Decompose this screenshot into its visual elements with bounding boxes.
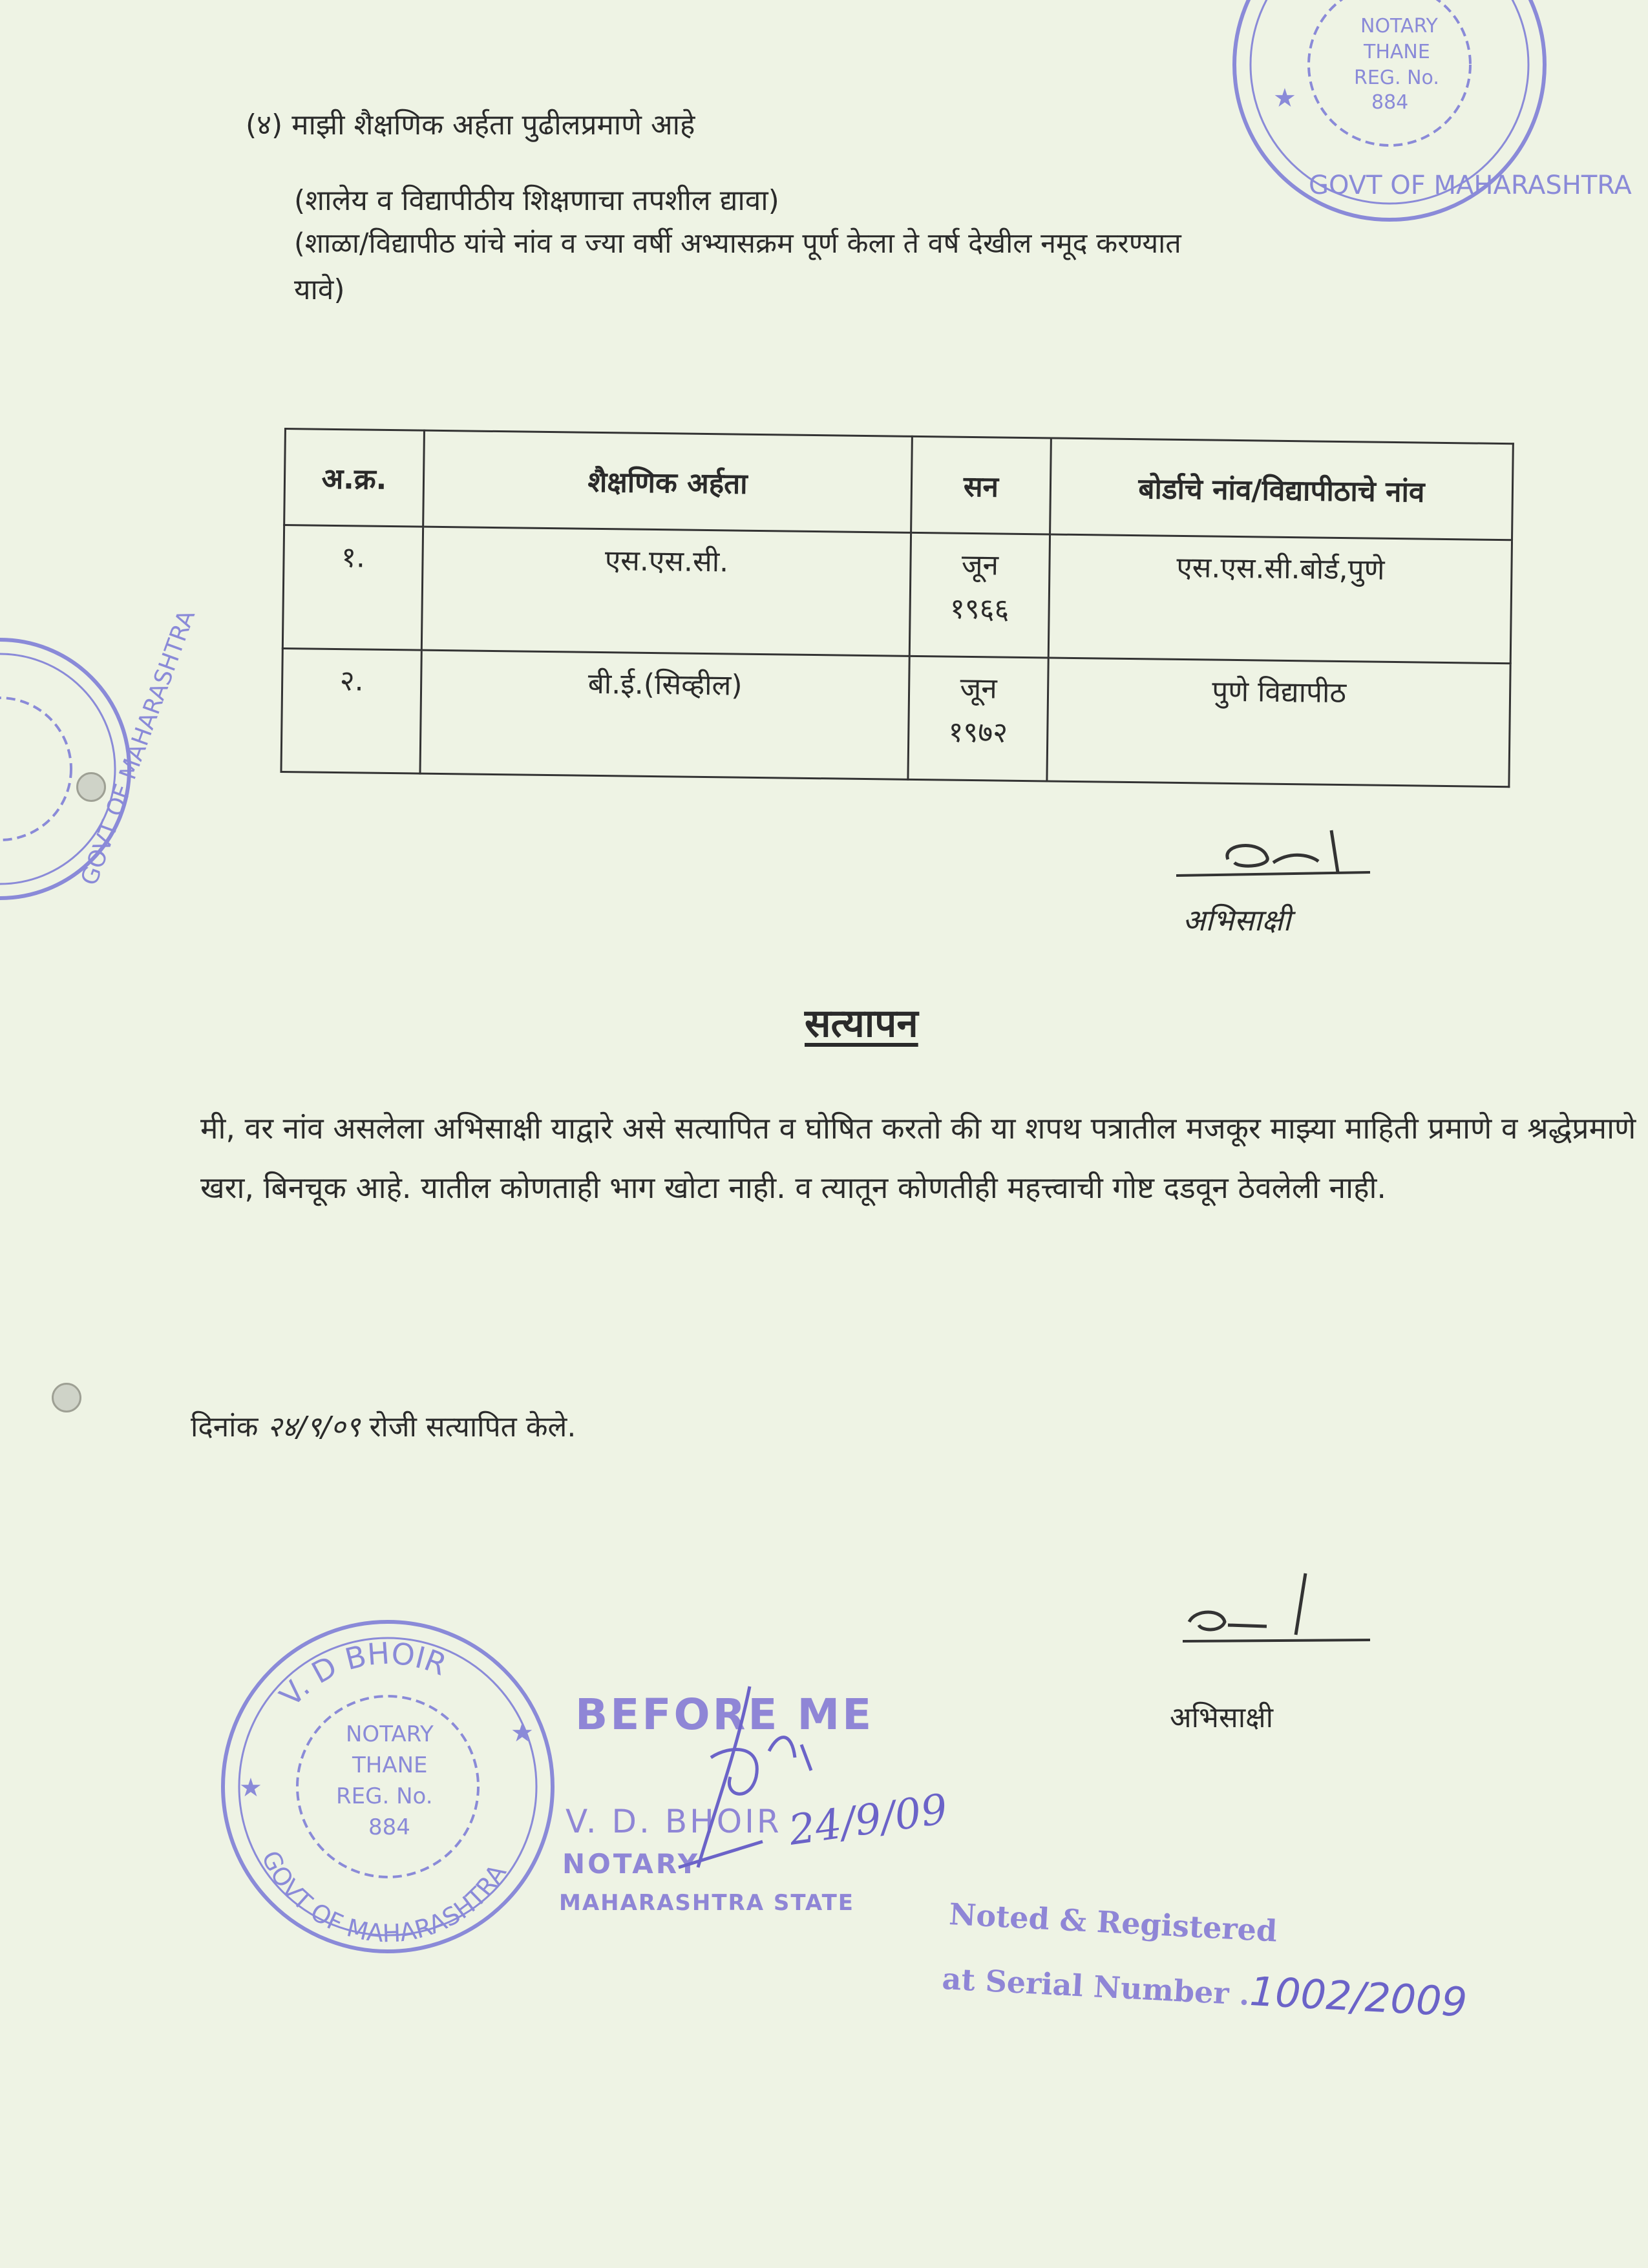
cell-board: एस.एस.सी.बोर्ड,पुणे — [1048, 534, 1512, 664]
serial-number-prefix: at Serial Number . — [941, 1960, 1251, 2012]
qualification-table — [280, 428, 1514, 788]
table-header-row — [284, 429, 1514, 540]
intro-line-3: (शाळा/विद्यापीठ यांचे नांव व ज्या वर्षी अभ्यासक्रम पूर्ण केला ते वर्ष देखील नमूद करण्यात — [294, 227, 1181, 260]
cell-year-month: जून — [960, 671, 997, 706]
header-year: सन — [911, 436, 1051, 534]
stamp-tr-star: ★ — [1273, 83, 1296, 113]
stamp-reg: REG. No. — [336, 1783, 433, 1809]
notary-round-stamp — [213, 1612, 562, 1961]
table-row — [282, 525, 1512, 664]
stamp-number: 884 — [368, 1814, 410, 1840]
intro-line-4: यावे) — [294, 273, 345, 306]
cell-serial: २. — [281, 648, 421, 773]
intro-line-1: (४) माझी शैक्षणिक अर्हता पुढीलप्रमाणे आहे — [246, 109, 695, 142]
stamp-left-govt: GOVT OF MAHARASHTRA — [76, 606, 201, 889]
cell-board: पुणे विद्यापीठ — [1047, 658, 1510, 787]
punch-hole-bottom — [52, 1383, 81, 1412]
table-row — [281, 648, 1510, 786]
stamp-tr-reg: REG. No. — [1354, 67, 1439, 89]
notary-state: MAHARASHTRA STATE — [559, 1890, 855, 1916]
header-qualification: शैक्षणिक अर्हता — [423, 430, 913, 532]
notary-stamp-top-right — [1202, 0, 1632, 233]
stamp-notary: NOTARY — [346, 1721, 434, 1747]
header-board: बोर्डाचे नांव/विद्यापीठाचे नांव — [1050, 438, 1514, 540]
serial-number-value: 1002/2009 — [1248, 1967, 1468, 2026]
date-suffix: रोजी सत्यापित केले. — [369, 1411, 576, 1444]
cell-qualification: बी.ई.(सिव्हील) — [420, 650, 909, 779]
stamp-arc-name: V. D BHOIR — [273, 1635, 452, 1714]
stamp-tr-govt: GOVT OF MAHARASHTRA — [1309, 171, 1632, 200]
verification-date-line — [191, 1409, 576, 1445]
header-serial: अ.क्र. — [284, 429, 425, 527]
cell-year-number: १९६६ — [949, 592, 1009, 626]
cell-serial: १. — [282, 525, 423, 651]
stamp-tr-number: 884 — [1371, 91, 1409, 114]
notary-signature — [672, 1674, 969, 1887]
cell-year-month: जून — [961, 548, 999, 582]
cell-year-number: १९७२ — [948, 715, 1008, 750]
deponent-label-handwritten: अभिसाक्षी — [1183, 903, 1291, 938]
stamp-tr-thane: THANE — [1364, 41, 1430, 63]
notary-title: NOTARY — [562, 1848, 701, 1880]
noted-registered: Noted & Registered — [948, 1896, 1278, 1949]
serial-number-line — [941, 1951, 1468, 2026]
before-me-stamp: BEFORE ME — [575, 1690, 874, 1739]
verification-paragraph: मी, वर नांव असलेला अभिसाक्षी याद्वारे असे सत्यापित व घोषित करतो की या शपथ पत्रातील मजकूर माझ्या माहिती प्रमाणे व श्रद्धेप्रमाणे खरा, बिनचूक आहे. यातील कोणताही भाग खोटा नाही. व त्यातून कोणतीही महत्त्वाची गोष्ट दडवून ठेवलेली नाही. — [200, 1111, 1636, 1205]
cell-year — [909, 532, 1050, 658]
stamp-tr-notary: NOTARY — [1360, 15, 1438, 37]
deponent-label: अभिसाक्षी — [1170, 1701, 1274, 1734]
cell-year — [908, 656, 1048, 781]
notary-handwritten-date: 24/9/09 — [786, 1785, 951, 1855]
stamp-arc-govt: GOVT OF MAHARASHTRA — [256, 1846, 512, 1948]
deponent-signature-1 — [1163, 811, 1396, 888]
deponent-signature-2 — [1170, 1560, 1383, 1651]
verification-heading: सत्यापन — [805, 1001, 918, 1046]
date-prefix: दिनांक — [191, 1411, 259, 1444]
stamp-thane: THANE — [352, 1752, 428, 1778]
stamp-star-right: ★ — [511, 1718, 534, 1748]
notary-name: V. D. BHOIR — [565, 1803, 782, 1840]
stamp-star-left: ★ — [239, 1773, 262, 1803]
intro-line-2: (शालेय व विद्यापीठीय शिक्षणाचा तपशील द्यावा) — [294, 184, 779, 217]
cell-qualification: एस.एस.सी. — [421, 527, 911, 656]
date-value: २४/९/०९ — [267, 1411, 361, 1444]
notary-stamp-left — [0, 594, 304, 943]
